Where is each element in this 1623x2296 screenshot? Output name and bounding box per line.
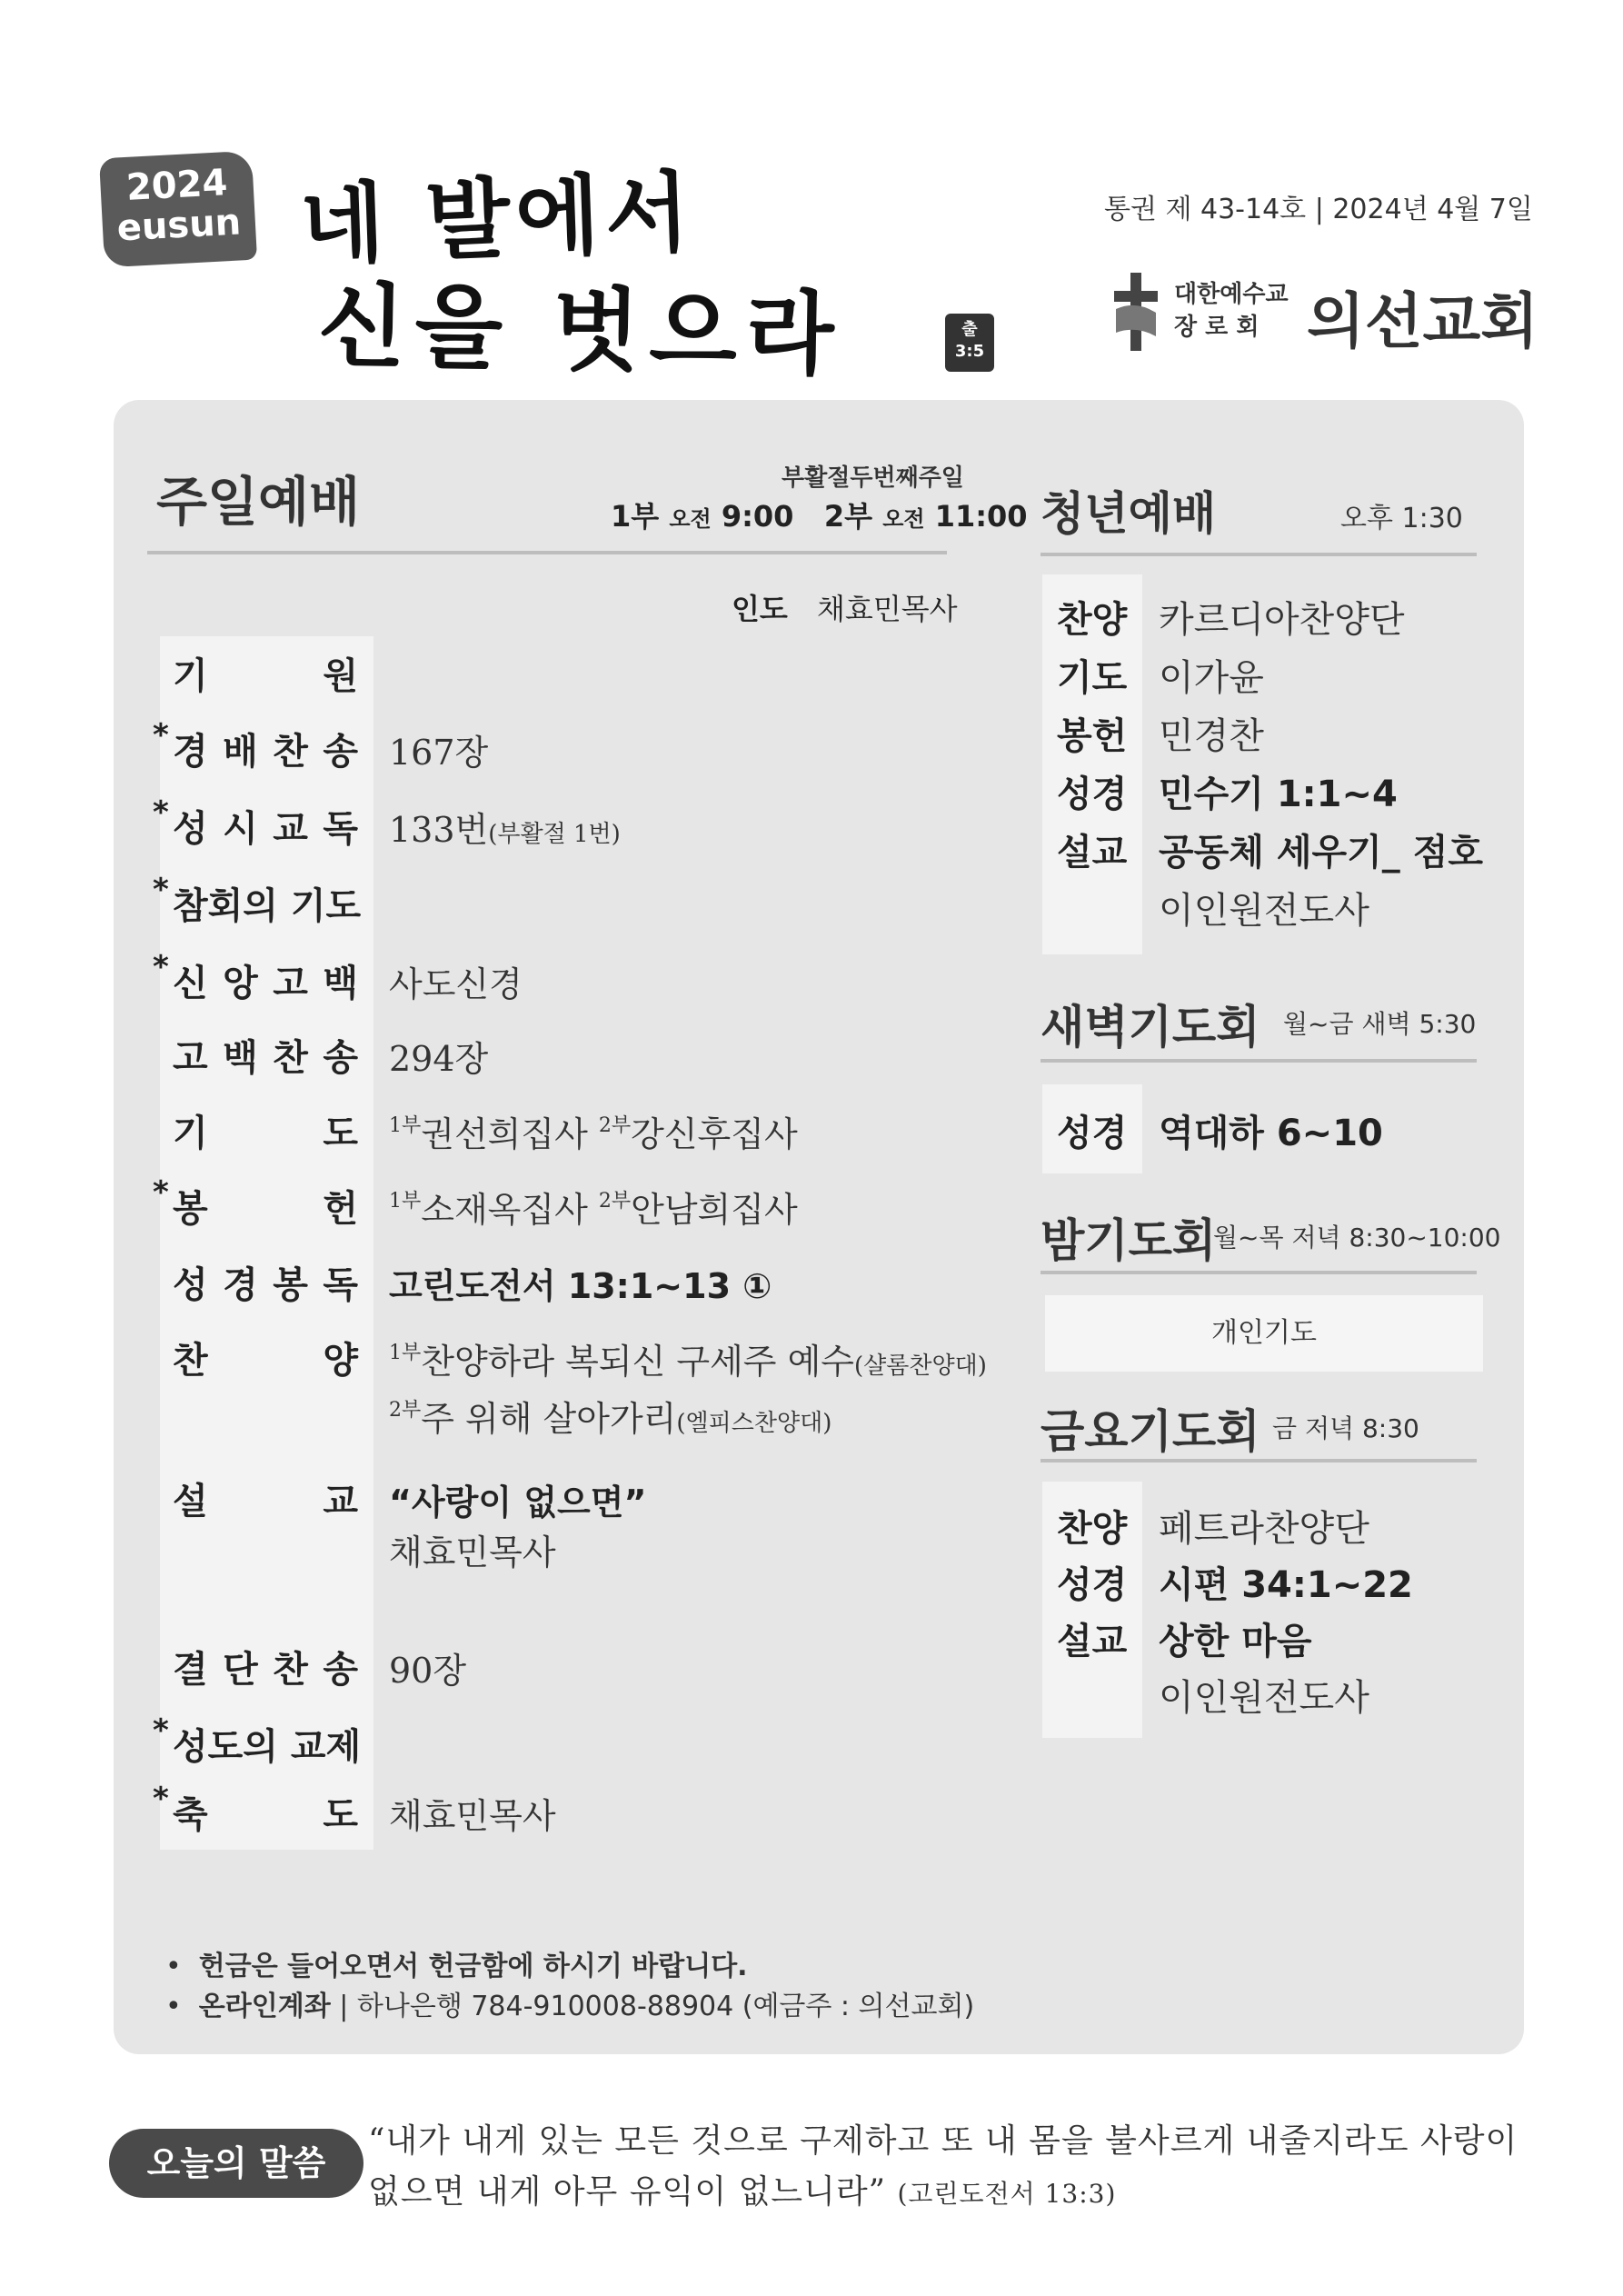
row-label: 설교 xyxy=(1057,1621,1128,1662)
leader-name: 채효민목사 xyxy=(817,592,958,626)
row-label: 기도 xyxy=(1057,657,1128,699)
asterisk-icon: * xyxy=(153,872,169,908)
notices xyxy=(165,1947,974,2027)
youth-service-time: 오후 1:30 xyxy=(1340,503,1463,534)
order-label: * 봉 헌 xyxy=(153,1174,358,1230)
asterisk-icon: * xyxy=(153,1781,169,1817)
dawn-prayer-title: 새벽기도회 xyxy=(1041,1001,1260,1053)
row-label: 찬양 xyxy=(1057,1508,1128,1550)
leader xyxy=(732,586,958,628)
divider xyxy=(1041,1059,1477,1063)
order-label: 기 원 xyxy=(173,655,358,697)
order-label: * 참회의 기도 xyxy=(153,872,362,927)
theme-title-line1: 네 발에서 xyxy=(298,160,697,277)
issue-info: 통권 제 43-14호 | 2024년 4월 7일 xyxy=(1104,194,1533,225)
service2-label: 2부 xyxy=(823,499,873,534)
quote-line1: “내가 내게 있는 모든 것으로 구제하고 또 내 몸을 불사르게 내줄지라도 사랑이 xyxy=(368,2122,1518,2160)
badge-name: eusun xyxy=(115,201,243,250)
asterisk-icon: * xyxy=(153,1174,169,1211)
order-value: $^{1부}$소재옥집사 $^{2부}$안남희집사 xyxy=(389,1190,798,1230)
row-label: 성경 xyxy=(1057,1564,1128,1606)
row-value: 공동체 세우기_ 점호 xyxy=(1159,832,1483,873)
todays-word-pill: 오늘의 말씀 xyxy=(109,2129,363,2198)
order-value: 167장 xyxy=(389,733,489,773)
order-value: 채효민목사 xyxy=(389,1796,556,1836)
verse-tag-ref: 3:5 xyxy=(954,342,985,361)
order-label: 설 교 xyxy=(173,1481,358,1522)
badge-year: 2024 xyxy=(124,162,229,209)
friday-prayer-time: 금 저녁 8:30 xyxy=(1272,1413,1419,1443)
row-value: 이인원전도사 xyxy=(1159,1677,1369,1719)
order-label: 찬 양 xyxy=(173,1340,358,1382)
dawn-scripture-value: 역대하 6~10 xyxy=(1159,1113,1383,1154)
order-value: 사도신경 xyxy=(389,964,523,1004)
online-account-info: | 하나은행 784-910008-88904 (예금주 : 의선교회) xyxy=(339,1991,975,2022)
cross-icon xyxy=(1109,273,1163,351)
asterisk-icon: * xyxy=(153,794,169,831)
row-value: 카르디아찬양단 xyxy=(1159,599,1405,641)
order-value: 90장 xyxy=(389,1651,467,1691)
divider xyxy=(1041,1459,1477,1462)
row-label: 성경 xyxy=(1057,774,1128,815)
dawn-scripture-label: 성경 xyxy=(1057,1113,1128,1154)
verse-tag-book: 출 xyxy=(961,320,978,339)
youth-service-title: 청년예배 xyxy=(1041,487,1217,540)
order-label: * 신 앙 고 백 xyxy=(153,949,358,1004)
row-value: 민경찬 xyxy=(1159,715,1264,757)
quote-reference: (고린도전서 13:3) xyxy=(897,2179,1117,2209)
row-value: 시편 34:1~22 xyxy=(1159,1564,1413,1606)
order-label: * 성도의 교제 xyxy=(153,1712,362,1768)
order-value: “사랑이 없으면” 채효민목사 xyxy=(389,1482,647,1572)
row-label: 설교 xyxy=(1057,832,1128,873)
order-label: 기 도 xyxy=(173,1113,358,1154)
asterisk-icon: * xyxy=(153,949,169,985)
denomination-line2: 장 로 회 xyxy=(1174,314,1260,341)
asterisk-icon: * xyxy=(153,717,169,754)
order-label: * 축 도 xyxy=(153,1781,358,1836)
leader-label: 인도 xyxy=(732,592,788,626)
service1-ampm: 오전 xyxy=(669,506,712,532)
sunday-service-times xyxy=(611,494,1028,535)
order-value: 133번(부활절 1번) xyxy=(389,810,621,850)
church-name: 의선교회 xyxy=(1307,286,1539,356)
row-label: 찬양 xyxy=(1057,599,1128,641)
night-prayer-time: 월~목 저녁 8:30~10:00 xyxy=(1213,1223,1501,1253)
service2-ampm: 오전 xyxy=(882,506,925,532)
sunday-subtitle: 부활절두번째주일 xyxy=(782,464,964,492)
service2-time: 11:00 xyxy=(934,499,1028,534)
order-value: $^{1부}$찬양하라 복되신 구세주 예수(샬롬찬양대) $^{2부}$주 위해 살아가리(엘피스찬양대) xyxy=(389,1342,987,1439)
verse-tag xyxy=(945,314,994,372)
row-value: 상한 마음 xyxy=(1159,1621,1312,1662)
todays-word-quote xyxy=(368,2116,1549,2220)
service1-label: 1부 xyxy=(611,499,660,534)
asterisk-icon: * xyxy=(153,1712,169,1749)
notice-item: • 헌금은 들어오면서 헌금함에 하시기 바랍니다. xyxy=(165,1951,748,1982)
service1-time: 9:00 xyxy=(721,499,794,534)
order-label: * 경 배 찬 송 xyxy=(153,717,358,773)
row-label: 봉헌 xyxy=(1057,715,1128,757)
order-value: 고린도전서 13:1~13 ① xyxy=(389,1266,772,1306)
row-value: 이인원전도사 xyxy=(1159,890,1369,932)
order-label: * 성 시 교 독 xyxy=(153,794,358,850)
order-label: 고 백 찬 송 xyxy=(173,1037,358,1079)
divider xyxy=(147,551,947,554)
denomination-line1: 대한예수교 xyxy=(1174,281,1289,308)
year-badge xyxy=(99,151,257,268)
theme-title xyxy=(298,150,963,389)
quote-line2: 없으면 내게 아무 유익이 없느니라” (고린도전서 13:3) xyxy=(368,2173,1117,2211)
divider xyxy=(1041,1271,1477,1274)
row-value: 페트라찬양단 xyxy=(1159,1508,1369,1550)
notice-item: • 온라인계좌 | 하나은행 784-910008-88904 (예금주 : 의선교회) xyxy=(165,1991,975,2022)
theme-title-line2: 신을 벗으라 xyxy=(316,271,844,389)
night-prayer-content: 개인기도 xyxy=(1045,1295,1483,1372)
dawn-prayer-time: 월~금 새벽 5:30 xyxy=(1283,1009,1477,1039)
row-value: 이가윤 xyxy=(1159,657,1264,699)
order-value: $^{1부}$권선희집사 $^{2부}$강신후집사 xyxy=(389,1114,798,1154)
night-prayer-title: 밤기도회 xyxy=(1041,1214,1217,1267)
online-account-label: 온라인계좌 xyxy=(198,1991,331,2022)
denomination xyxy=(1174,278,1319,344)
sunday-service-title: 주일예배 xyxy=(156,471,361,533)
row-value: 민수기 1:1~4 xyxy=(1159,774,1398,815)
order-label: 결 단 찬 송 xyxy=(173,1649,358,1691)
friday-prayer-title: 금요기도회 xyxy=(1041,1405,1260,1458)
order-label: 성 경 봉 독 xyxy=(173,1264,358,1306)
divider xyxy=(1041,553,1477,556)
order-value: 294장 xyxy=(389,1039,489,1079)
